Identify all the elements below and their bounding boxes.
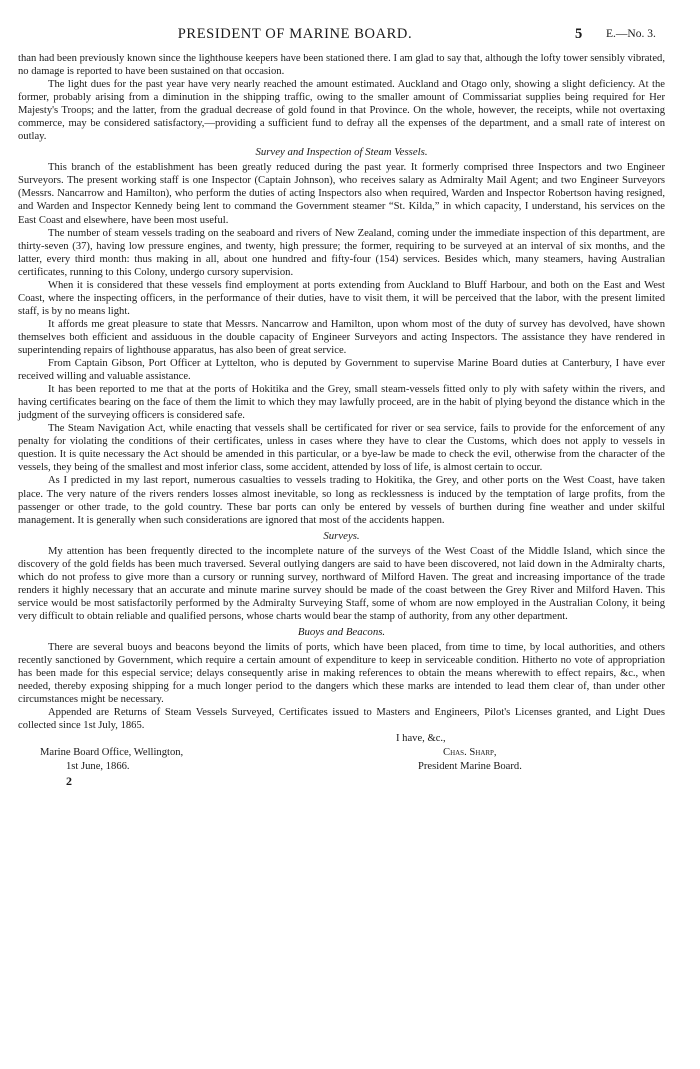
paragraph: It has been reported to me that at the ports of Hokitika and the Grey, small steam-vessels fitted only to ply with safety within the rivers, and having certificates bearing on the face of them the limit to which they may lawfully proceed, are in the habit of plying beyond the distance which in the judgment of the surveying officers is considered safe. — [18, 384, 665, 422]
paragraph: The light dues for the past year have very nearly reached the amount estimated. Auckland and Otago only, showing a slight deficiency. At the former, probably arising from a diminution in the shipping traffic, owing to the smaller amount of Commissariat supplies being required for Her Majesty's Troops; and the latter, from the gradual decrease of gold found in that Province. On the whole, however, the receipts, while not overtaxing commerce, may be considered satisfactory,—providing a sufficient fund to defray all the expenses of the department, and a small rate of interest on outlay. — [18, 79, 665, 143]
section-heading-buoys-beacons: Buoys and Beacons. — [297, 625, 386, 638]
page-title: PRESIDENT OF MARINE BOARD. — [177, 26, 413, 42]
letter-date: 1st June, 1866. — [66, 761, 130, 773]
document-body — [18, 52, 665, 824]
paragraph: My attention has been frequently directed to the incomplete nature of the surveys of the West Coast of the Middle Island, which since the discovery of the gold fields has been much traversed. Several outlying dangers are said to have been discovered, not laid down in the Admiralty charts, which do not profess to give more than a cursory or running survey, northward of Milford Haven. The great and increasing importance of the trade renders it highly necessary that an accurate and minute marine survey should be made of the coast between the Grey River and Milford Haven. This service would be most satisfactorily performed by the Admiralty Surveying Staff, some of whom are now employed in the Australian Colony, it being very difficult to obtain reliable and qualified persons, whose charts would bear the stamp of authority, from any other department. — [18, 545, 665, 622]
section-heading-surveys: Surveys. — [323, 529, 360, 542]
signature-mark: 2 — [66, 774, 72, 789]
signatory-name: Chas. Sharp, — [443, 747, 497, 759]
paragraph: Appended are Returns of Steam Vessels Surveyed, Certificates issued to Masters and Engineers, Pilot's Licenses granted, and Light Dues collected since 1st July, 1865. — [18, 707, 665, 732]
paragraph: As I predicted in my last report, numerous casualties to vessels trading to Hokitika, the Grey, and other ports on the West Coast, have taken place. The very nature of the rivers renders losses almost inevitable, so long as recklessness is induced by the temptation of large profits, from the passenger or other trade, to the gold country. These bar ports can only be entered by vessels of burthen during fine weather and under skilful management. It is generally when such considerations are ignored that most of the accidents happen. — [18, 475, 665, 526]
paragraph: The number of steam vessels trading on the seaboard and rivers of New Zealand, coming under the immediate inspection of this department, are thirty-seven (37), having low pressure engines, and twenty, high pressure; the former, requiring to be surveyed at an interval of six months, and the latter, every third month: thus making in all, about one hundred and fifty-four (154) services. Besides which, many steamers, having Australian certificates, running to this Colony, undergo cursory supervision. — [18, 227, 665, 278]
paragraph: There are several buoys and beacons beyond the limits of ports, which have been placed, from time to time, by local authorities, and others recently sanctioned by Government, which require a certain amount of expenditure to keep in serviceable condition. Hitherto no vote of appropriation has been made for this especial service; delays consequently arise in making references to obtain the means wherewith to effect repairs, &c., when needed, thereby exposing shipping for a much longer period to the dangers which these marks are intended to lead them clear of, than under other circumstances might be necessary. — [18, 641, 665, 706]
office-address: Marine Board Office, Wellington, — [40, 747, 184, 759]
paragraph: It affords me great pleasure to state that Messrs. Nancarrow and Hamilton, upon whom most of the duty of survey has devolved, have shown themselves both efficient and assiduous in the double capacity of Engineer Surveyors and acting Inspectors. The assistance they have rendered in superintending repairs of lighthouse apparatus, has also been of great service. — [18, 318, 665, 356]
paragraph: From Captain Gibson, Port Officer at Lyttelton, who is deputed by Government to supervise Marine Board duties at Canterbury, I have ever received willing and valuable assistance. — [18, 358, 665, 383]
section-heading-survey-inspection: Survey and Inspection of Steam Vessels. — [255, 146, 428, 159]
paragraph: The Steam Navigation Act, while enacting that vessels shall be certificated for river or sea service, fails to provide for the enforcement of any penalty for violating the conditions of their certificates, unless in cases where they have to clear the Customs, which does not apply to vessels in question. It is quite necessary the Act should be amended in this particular, or a bye-law be made to check the evil, otherwise from the character of the vessels, they being of the smallest and most inferior class, some accident, attended by loss of life, is almost certain to occur. — [18, 423, 665, 474]
paragraph: than had been previously known since the lighthouse keepers have been stationed there. I am glad to say that, although the lofty tower sensibly vibrated, no damage is reported to have been sustained on that occasion. — [18, 53, 665, 78]
paper-series-number: E.—No. 3. — [606, 28, 656, 40]
page-number: 5 — [575, 26, 583, 42]
paragraph: When it is considered that these vessels find employment at ports extending from Auckland to Bluff Harbour, and both on the East and West Coast, where the inspecting officers, in the performance of their duties, have to visit them, it will be perceived that the labor, with the present limited staff, is by no means light. — [18, 279, 665, 317]
page-header — [0, 26, 700, 46]
signatory-title: President Marine Board. — [418, 761, 522, 773]
paragraph: This branch of the establishment has been greatly reduced during the past year. It formerly comprised three Inspectors and two Engineer Surveyors. The present working staff is one Inspector (Captain Johnson), who receives salary as Admiralty Mail Agent; and two Engineer Surveyors (Messrs. Nancarrow and Hamilton), who perform the duties of acting Inspectors also when required, Warden and Inspector Robertson having resigned, and Warden and Inspector Kennedy being lent to command the Government steamer “St. Kilda,” in which capacity, I understand, his services on the East Coast and elsewhere, have been most useful. — [18, 162, 665, 226]
salutation: I have, &c., — [396, 733, 446, 745]
closing-block — [18, 732, 665, 824]
